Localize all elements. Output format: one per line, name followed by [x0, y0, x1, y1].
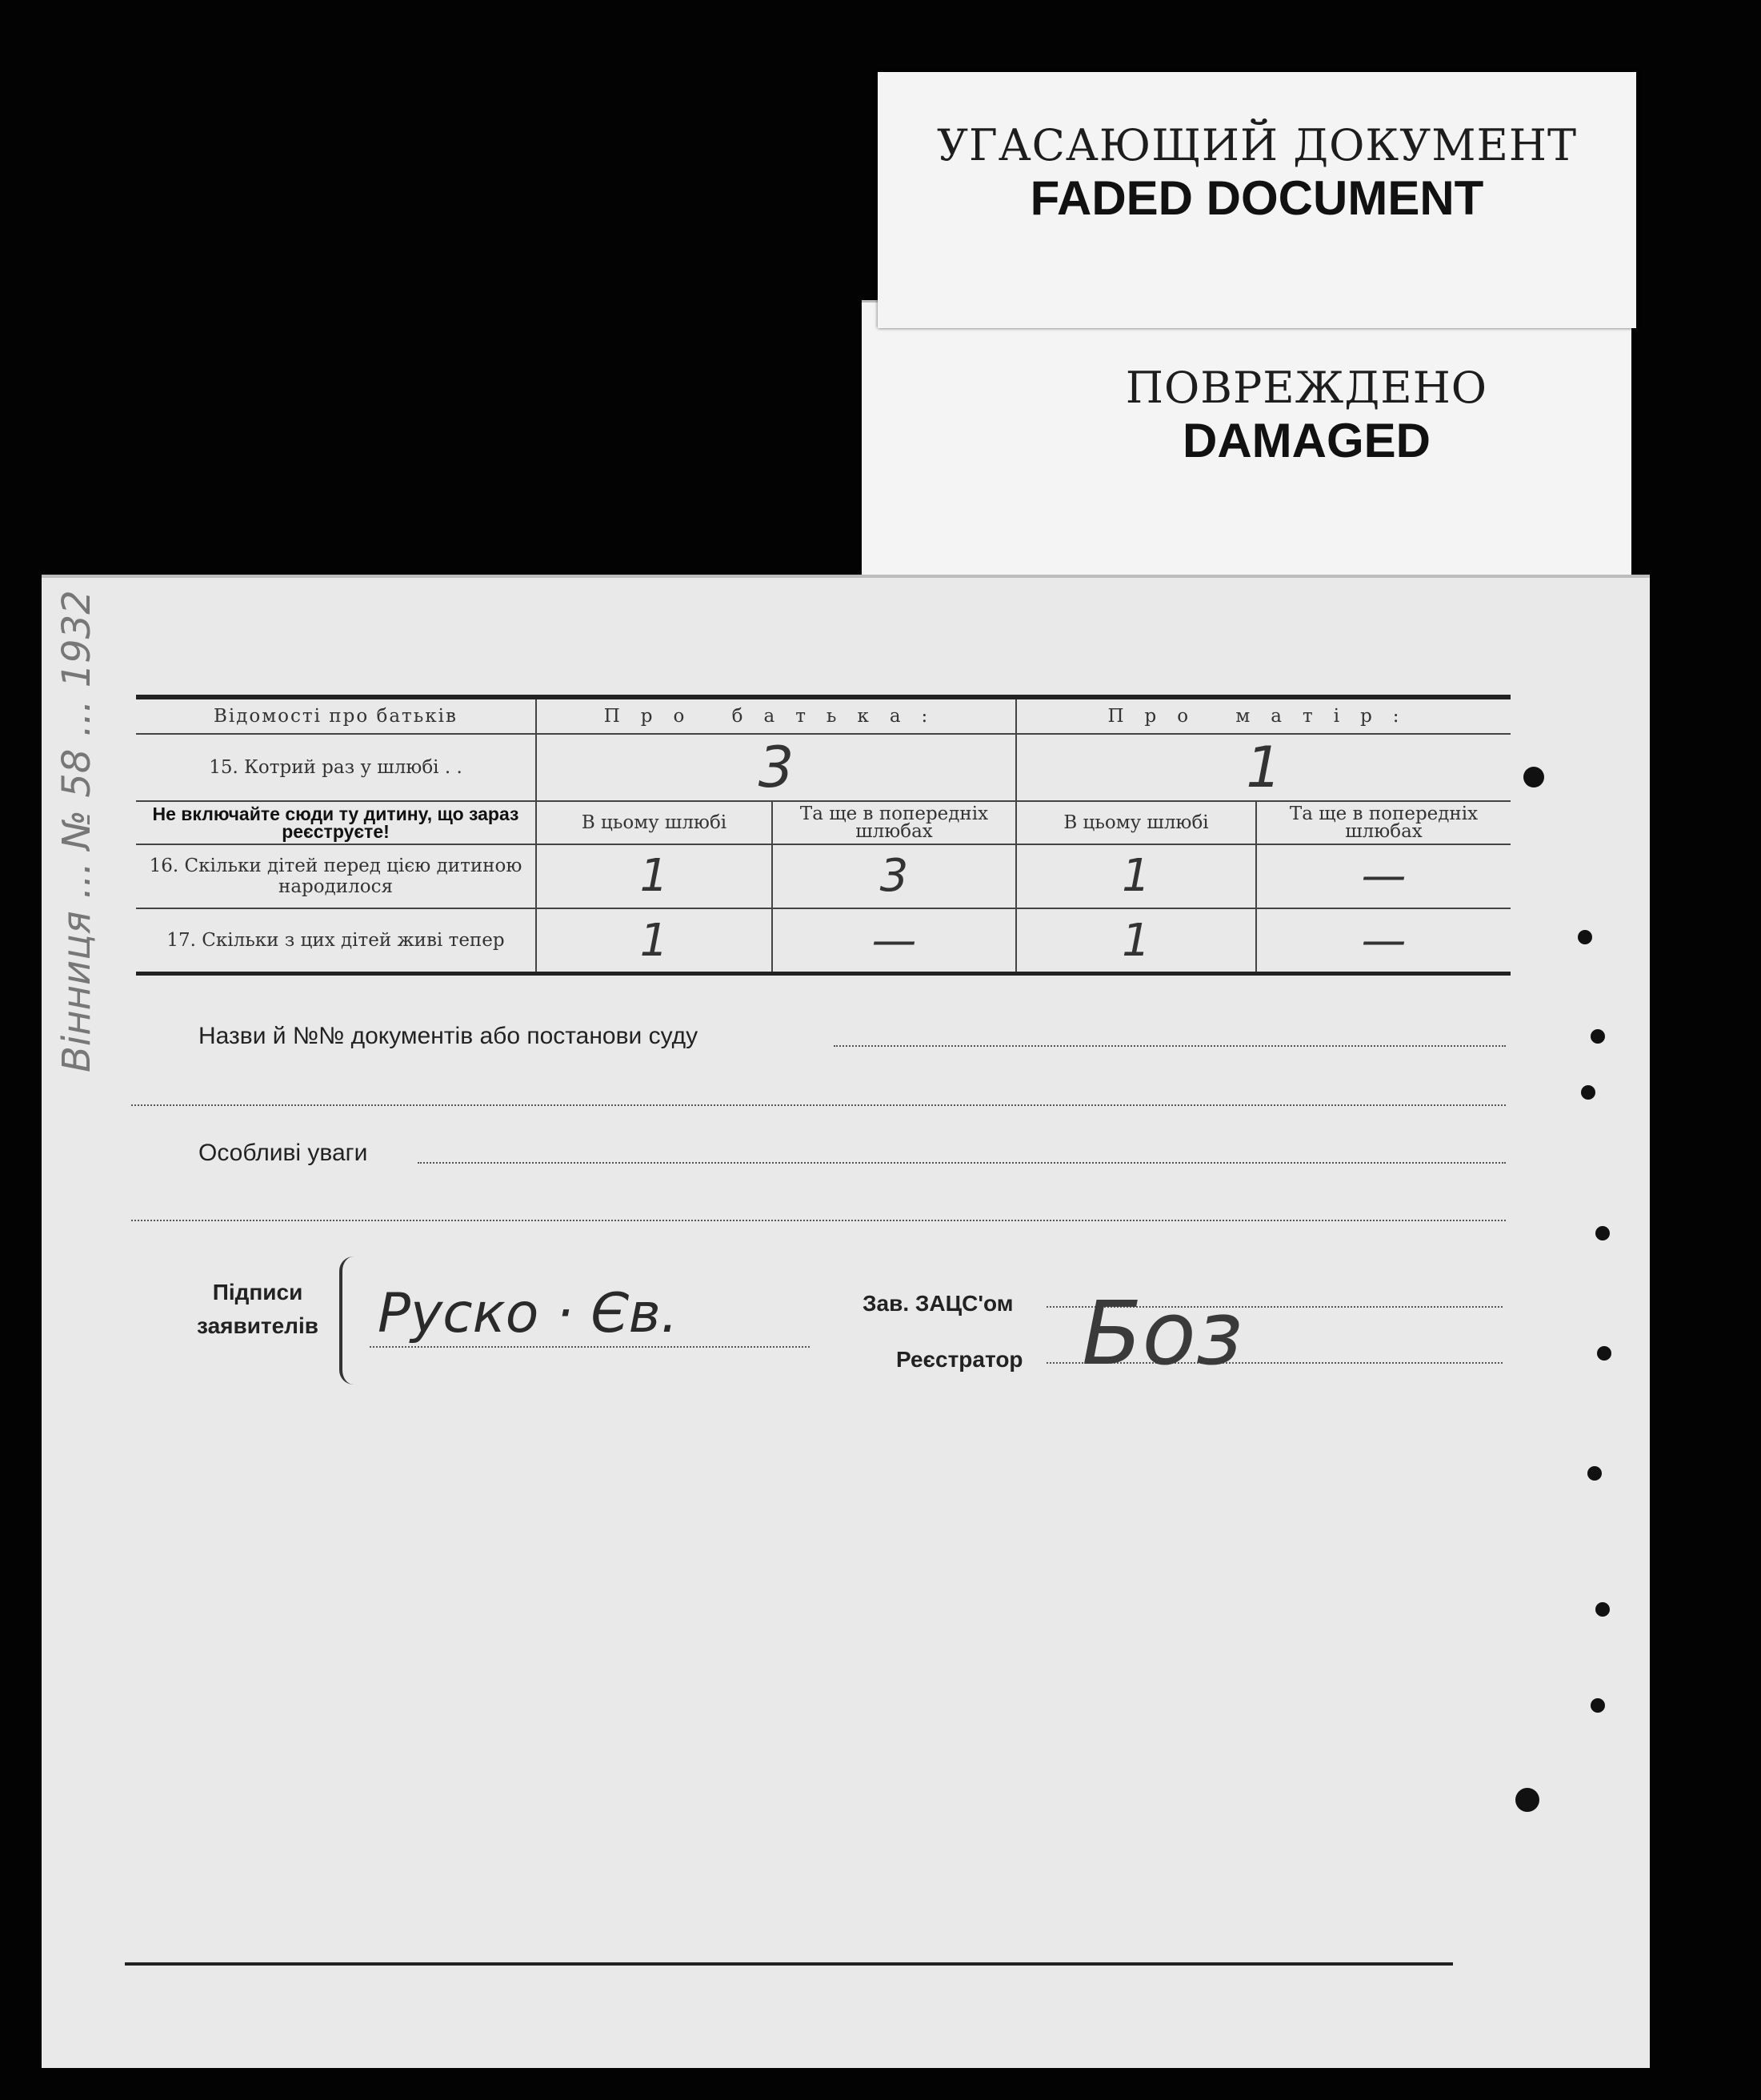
binding-hole — [1587, 1466, 1602, 1481]
faded-en: FADED DOCUMENT — [1030, 171, 1484, 225]
warning-text: Не включайте сюди ту дитину, що зараз реєструєте! — [136, 801, 536, 844]
row16-f-prev: 3 — [772, 844, 1016, 908]
remarks-line-2 — [131, 1220, 1506, 1221]
document-sheet — [42, 575, 1650, 2068]
binding-hole — [1595, 1602, 1610, 1617]
table-header-row — [136, 697, 1511, 734]
margin-note: Вінниця ... № 58 ... 1932 — [54, 590, 99, 1072]
sub-father-prev: Та ще в попередніх шлюбах — [772, 801, 1016, 844]
binding-hole — [1591, 1029, 1605, 1044]
applicants-label: Підписи заявителів — [197, 1280, 318, 1338]
bottom-rule — [125, 1962, 1453, 1966]
row16-label: 16. Скільки дітей перед цією дитиною народилося — [136, 844, 536, 908]
damaged-ru: ПОВРЕЖДЕНО — [1125, 363, 1488, 413]
binding-hole — [1597, 1346, 1611, 1361]
registrar-signature: Боз — [1082, 1282, 1243, 1385]
table-row — [136, 734, 1511, 801]
head-label: Зав. ЗАЦС'ом — [862, 1291, 1014, 1316]
table-row — [136, 844, 1511, 908]
row16-m-this: 1 — [1016, 844, 1256, 908]
father-header: Про батька: — [536, 697, 1016, 734]
binding-hole — [1578, 930, 1592, 944]
row16-f-this: 1 — [536, 844, 772, 908]
row17-label: 17. Скільки з цих дітей живі тепер — [136, 908, 536, 974]
header-label: Відомості про батьків — [136, 697, 536, 734]
binding-hole — [1581, 1085, 1595, 1100]
binding-hole — [1591, 1698, 1605, 1713]
table-subheader-row — [136, 801, 1511, 844]
applicants-signature: Руско · Єв. — [378, 1282, 678, 1345]
row15-mother: 1 — [1016, 734, 1511, 801]
table-row — [136, 908, 1511, 974]
row16-m-prev: — — [1256, 844, 1511, 908]
remarks-label: Особливі уваги — [198, 1140, 368, 1166]
row17-f-this: 1 — [536, 908, 772, 974]
registrar-label: Реєстратор — [896, 1347, 1023, 1372]
sub-mother-prev: Та ще в попередніх шлюбах — [1256, 801, 1511, 844]
parents-table — [136, 695, 1511, 976]
documents-label: Назви й №№ документів або постанови суду — [198, 1023, 698, 1049]
row15-label: 15. Котрий раз у шлюбі . . — [136, 734, 536, 801]
applicants-line — [370, 1346, 810, 1348]
damaged-note — [862, 300, 1631, 587]
documents-line-2 — [131, 1104, 1506, 1106]
faded-ru: УГАСАЮЩИЙ ДОКУМЕНТ — [936, 120, 1578, 170]
brace — [339, 1256, 363, 1385]
binding-hole — [1595, 1226, 1610, 1240]
sub-mother-this: В цьому шлюбі — [1016, 801, 1256, 844]
row15-father: 3 — [536, 734, 1016, 801]
faded-note — [878, 72, 1636, 328]
row17-f-prev: — — [772, 908, 1016, 974]
binding-hole — [1523, 767, 1544, 788]
remarks-line — [418, 1162, 1506, 1164]
row17-m-prev: — — [1256, 908, 1511, 974]
binding-hole — [1515, 1788, 1539, 1812]
documents-line — [834, 1045, 1506, 1047]
sub-father-this: В цьому шлюбі — [536, 801, 772, 844]
row17-m-this: 1 — [1016, 908, 1256, 974]
damaged-en: DAMAGED — [1183, 414, 1431, 467]
mother-header: Про матір: — [1016, 697, 1511, 734]
